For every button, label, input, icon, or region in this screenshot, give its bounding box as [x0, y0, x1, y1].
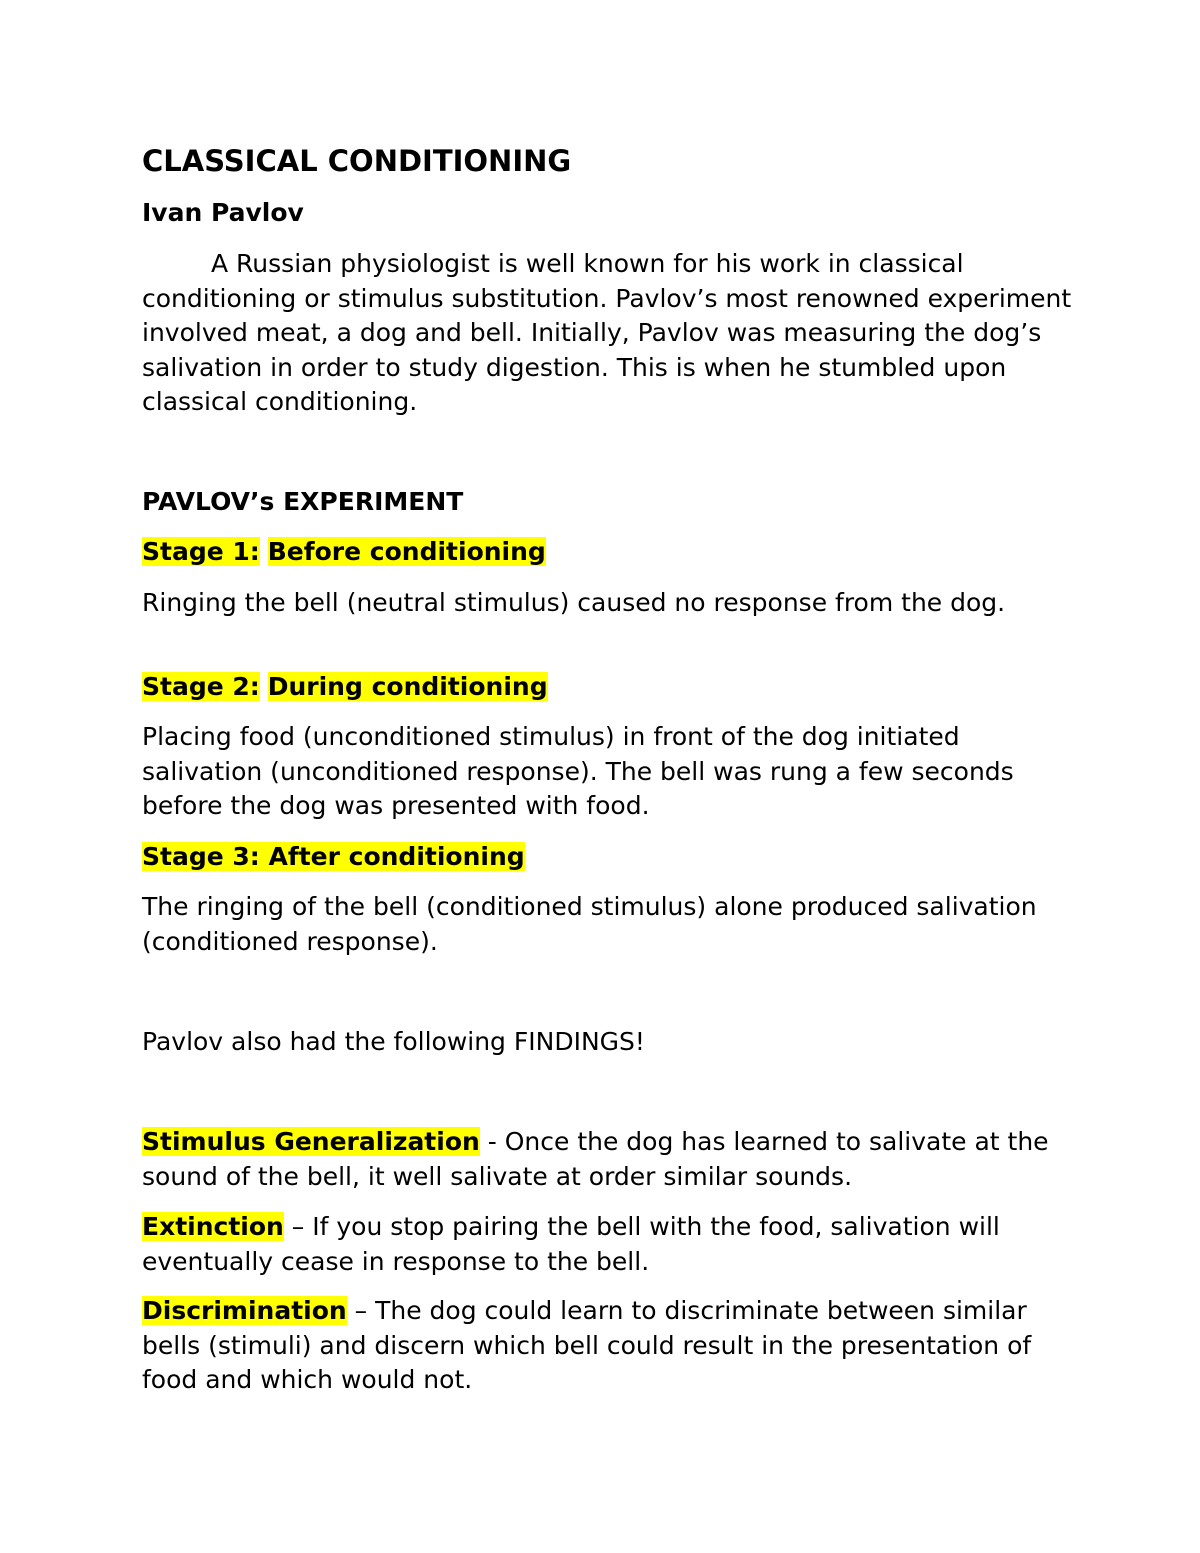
stage-3-heading — [142, 840, 1072, 875]
finding-text: – The dog could learn to discriminate between similar bells (stimuli) and discern which bell could result in the presentation of food and which would not. — [142, 1296, 1032, 1394]
stage-2-text: Placing food (unconditioned stimulus) in front of the dog initiated salivation (unconditioned response). The bell was rung a few seconds before the dog was presented with food. — [142, 722, 1014, 820]
document-subtitle: Ivan Pavlov — [142, 198, 304, 227]
stage-1-name: Before conditioning — [267, 537, 546, 566]
finding-term: Discrimination — [142, 1296, 347, 1325]
stage-3-text: The ringing of the bell (conditioned stimulus) alone produced salivation (conditioned response). — [142, 892, 1037, 956]
stage-1-label: Stage 1: — [142, 537, 260, 566]
finding-discrimination — [142, 1294, 1072, 1398]
stage-2-name: During conditioning — [267, 672, 548, 701]
findings-intro: Pavlov also had the following FINDINGS! — [142, 1027, 645, 1056]
stage-1-heading — [142, 535, 1072, 570]
document-title: CLASSICAL CONDITIONING — [142, 144, 572, 178]
stage-2-label: Stage 2: — [142, 672, 260, 701]
stage-3-label: Stage 3: After conditioning — [142, 842, 525, 871]
finding-generalization — [142, 1125, 1072, 1194]
experiment-heading: PAVLOV’s EXPERIMENT — [142, 487, 464, 516]
stage-1-text: Ringing the bell (neutral stimulus) caused no response from the dog. — [142, 588, 1006, 617]
finding-text: – If you stop pairing the bell with the food, salivation will eventually cease in response to the bell. — [142, 1212, 1000, 1276]
intro-paragraph: A Russian physiologist is well known for his work in classical conditioning or stimulus substitution. Pavlov’s most renowned experiment involved meat, a dog and bell. Initially, Pavlov was measuring the dog’s salivation in order to study digestion. This is when he stumbled upon classical conditioning. — [142, 249, 1072, 416]
finding-term: Extinction — [142, 1212, 284, 1241]
finding-extinction — [142, 1210, 1072, 1279]
finding-term: Stimulus Generalization — [142, 1127, 480, 1156]
stage-2-heading — [142, 670, 1072, 705]
finding-text: - Once the dog has learned to salivate at the sound of the bell, it well salivate at order similar sounds. — [142, 1127, 1049, 1191]
